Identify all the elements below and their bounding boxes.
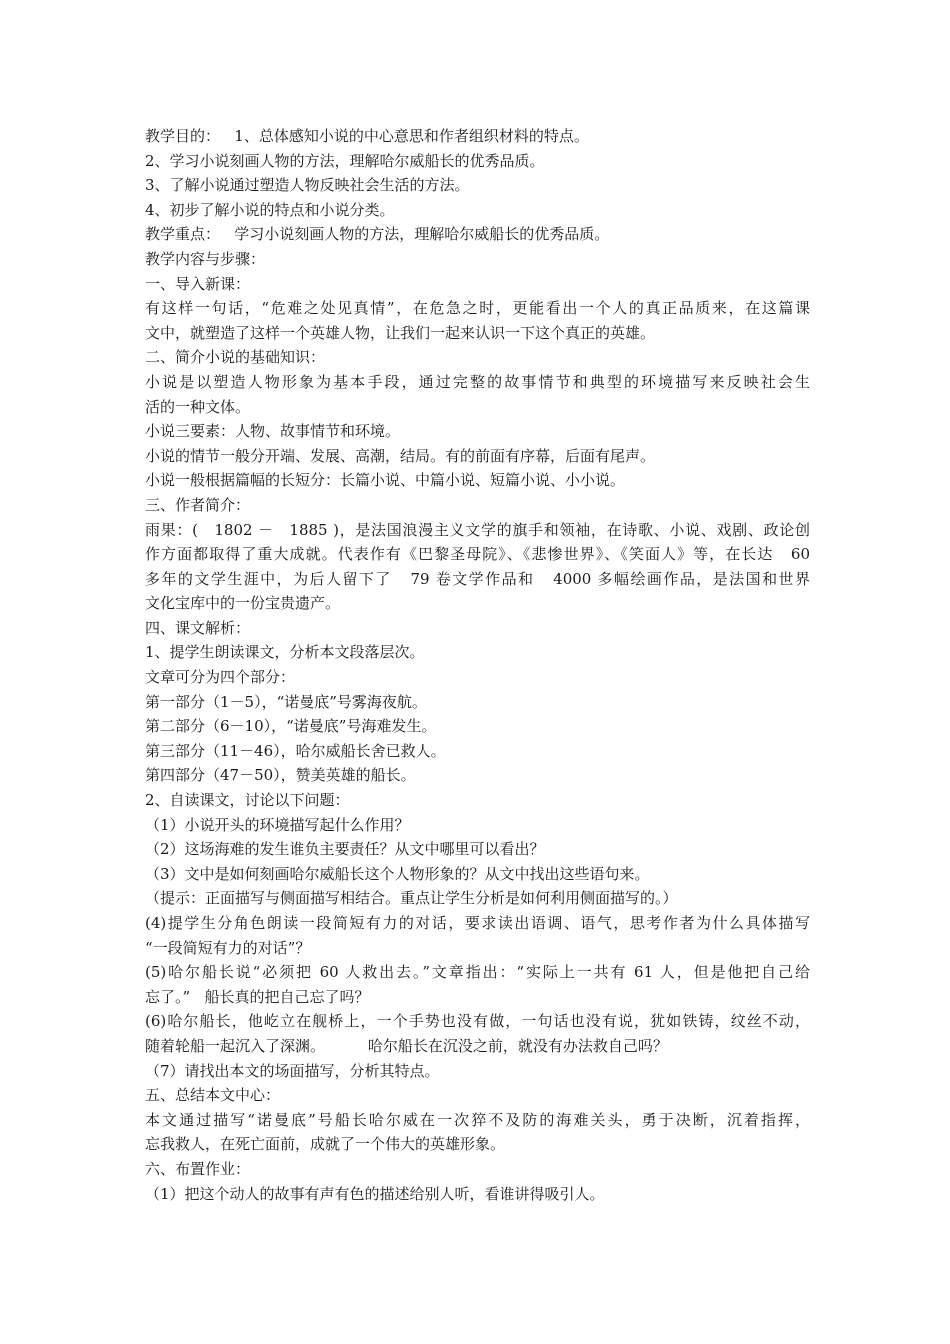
text-line: 小说三要素：人物、故事情节和环境。 [145, 422, 401, 441]
text-line: 多年的文学生涯中，为后人留下了 79 卷文学作品和 4000 多幅绘画作品，是法国和世界 [145, 569, 810, 588]
text-line: 随着轮船一起沉入了深渊。 哈尔船长在沉没之前，就没有办法救自己吗？ [145, 1036, 668, 1055]
document-body [145, 124, 810, 1206]
text-line: (6)哈尔船长，他屹立在舰桥上，一个手势也没有做，一句话也没有说，犹如铁铸，纹丝不动， [145, 1012, 810, 1031]
text-line: 教学内容与步骤： [145, 249, 266, 268]
text-line: 2、学习小说刻画人物的方法，理解哈尔威船长的优秀品质。 [145, 151, 545, 170]
text-line: 第三部分（11－46），哈尔威船长舍已救人。 [145, 741, 446, 760]
text-line: 雨果：( 1802 － 1885 )，是法国浪漫主义文学的旗手和领袖，在诗歌、小说、戏剧、政论创 [145, 520, 810, 539]
text-line: “一段简短有力的对话”？ [145, 938, 311, 957]
text-line: 1、提学生朗读课文，分析本文段落层次。 [145, 643, 425, 662]
text-line: (5)哈尔船长说“必须把 60 人救出去。”文章指出：“实际上一共有 61 人，但是他把自己给 [145, 963, 810, 982]
text-line: 本文通过描写“诺曼底”号船长哈尔威在一次猝不及防的海难关头，勇于决断，沉着指挥， [145, 1110, 810, 1129]
text-line: （7）请找出本文的场面描写，分析其特点。 [145, 1061, 440, 1080]
text-line: （1）把这个动人的故事有声有色的描述给别人听，看谁讲得吸引人。 [145, 1184, 605, 1203]
text-line: 2、自读课文，讨论以下问题： [145, 791, 350, 810]
text-line: 文化宝库中的一份宝贵遗产。 [145, 594, 341, 613]
text-line: （1）小说开头的环境描写起什么作用？ [145, 815, 410, 834]
text-line: （3）文中是如何刻画哈尔威船长这个人物形象的？从文中找出这些语句来。 [145, 864, 650, 883]
text-line: 五、总结本文中心： [145, 1086, 281, 1105]
text-line: （2）这场海难的发生谁负主要责任？从文中哪里可以看出？ [145, 840, 545, 859]
text-line: 三、作者简介： [145, 495, 251, 514]
text-line: 小说是以塑造人物形象为基本手段，通过完整的故事情节和典型的环境描写来反映社会生 [145, 372, 810, 391]
text-line: 第四部分（47－50），赞美英雄的船长。 [145, 766, 416, 785]
text-line: 教学目的： 1、总体感知小说的中心意思和作者组织材料的特点。 [145, 127, 589, 145]
text-line: 文中，就塑造了这样一个英雄人物，让我们一起来认识一下这个真正的英雄。 [145, 323, 656, 342]
text-line: 一、导入新课： [145, 274, 251, 293]
text-line: 小说一般根据篇幅的长短分：长篇小说、中篇小说、短篇小说、小小说。 [145, 471, 626, 490]
text-line: 有这样一句话，“危难之处见真情”，在危急之时，更能看出一个人的真正品质来，在这篇课 [145, 299, 810, 318]
text-line: 小说的情节一般分开端、发展、高潮，结局。有的前面有序幕，后面有尾声。 [145, 446, 656, 465]
text-line: (4)提学生分角色朗读一段简短有力的对话，要求读出语调、语气，思考作者为什么具体描写 [145, 914, 810, 932]
text-line: 4、初步了解小说的特点和小说分类。 [145, 200, 395, 219]
text-line: 活的一种文体。 [145, 397, 251, 416]
text-line: 二、简介小说的基础知识： [145, 348, 326, 367]
text-line: 忘我救人，在死亡面前，成就了一个伟大的英雄形象。 [145, 1135, 506, 1154]
text-line: 3、了解小说通过塑造人物反映社会生活的方法。 [145, 176, 470, 195]
text-line: 文章可分为四个部分： [145, 668, 296, 687]
text-line: 第一部分（1－5），“诺曼底”号雾海夜航。 [145, 692, 427, 711]
text-line: 作方面都取得了重大成就。代表作有《巴黎圣母院》、《悲惨世界》、《笑面人》等，在长达 60 [145, 545, 810, 564]
text-line: 第二部分（6－10），“诺曼底”号海难发生。 [145, 717, 437, 736]
text-line: 教学重点： 学习小说刻画人物的方法，理解哈尔威船长的优秀品质。 [145, 225, 610, 244]
text-line: （提示：正面描写与侧面描写相结合。重点让学生分析是如何利用侧面描写的。） [145, 889, 678, 908]
text-line: 六、布置作业： [145, 1159, 251, 1178]
text-line: 忘了。” 船长真的把自己忘了吗？ [145, 987, 370, 1006]
text-line: 四、课文解析： [145, 618, 251, 637]
